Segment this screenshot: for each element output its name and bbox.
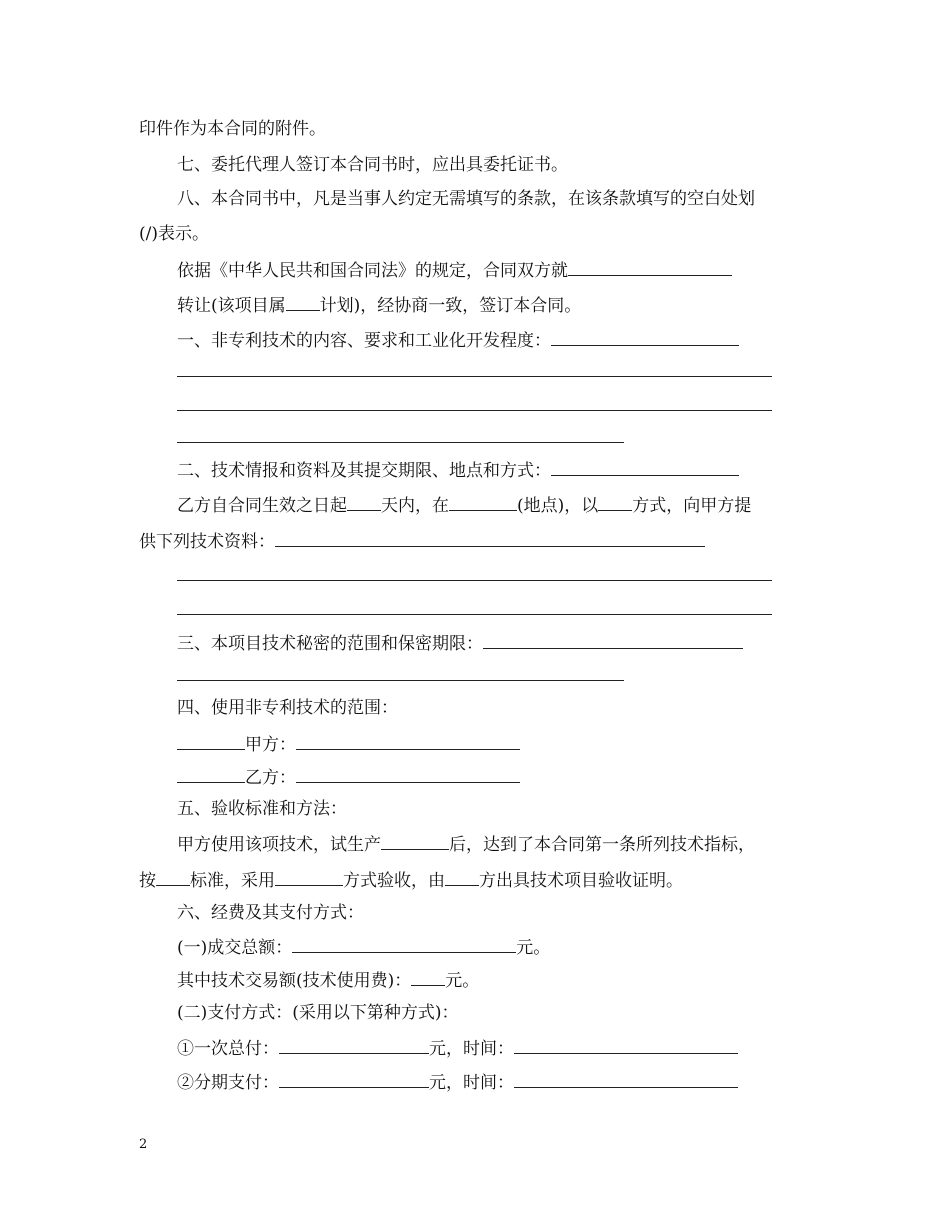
blank-field[interactable]	[296, 765, 520, 783]
blank-field[interactable]	[286, 293, 320, 311]
text: ①一次总付：	[177, 1039, 279, 1059]
text: 元。	[516, 938, 551, 958]
text-line	[139, 529, 705, 553]
text: 按	[139, 871, 156, 891]
blank-field[interactable]	[551, 328, 739, 346]
text-line	[177, 832, 755, 856]
text: (二)支付方式：(采用以下第种方式)：	[177, 1003, 459, 1023]
text-line	[177, 1070, 738, 1094]
blank-field[interactable]	[275, 868, 343, 886]
blank-field[interactable]	[275, 529, 705, 547]
text: 标准，采用	[190, 871, 275, 891]
blank-line[interactable]	[177, 410, 772, 411]
section-1-heading	[177, 328, 739, 352]
text: 四、使用非专利技术的范围：	[177, 698, 398, 718]
blank-field[interactable]	[483, 631, 743, 649]
section-4-heading	[177, 697, 398, 719]
blank-field[interactable]	[177, 765, 245, 783]
text: 元，时间：	[429, 1039, 514, 1059]
text: 六、经费及其支付方式：	[177, 903, 364, 923]
text: 转让(该项目属	[177, 296, 286, 316]
blank-field[interactable]	[411, 968, 445, 986]
blank-field[interactable]	[279, 1036, 429, 1054]
text-line	[177, 968, 479, 992]
clause-7	[177, 154, 568, 176]
text: 天内，在	[381, 496, 449, 516]
text: 二、技术情报和资料及其提交期限、地点和方式：	[177, 461, 551, 481]
blank-line[interactable]	[177, 376, 772, 377]
blank-field[interactable]	[598, 493, 632, 511]
text: 供下列技术资料：	[139, 532, 275, 552]
text: 方出具技术项目验收证明。	[479, 871, 683, 891]
blank-line[interactable]	[177, 614, 772, 615]
text: 后，达到了本合同第一条所列技术指标，	[449, 835, 755, 855]
section-6-heading	[177, 902, 364, 924]
blank-field[interactable]	[381, 832, 449, 850]
text: 五、验收标准和方法：	[177, 799, 347, 819]
text: 其中技术交易额(技术使用费)：	[177, 971, 412, 991]
text-line	[177, 732, 520, 756]
text: 元，时间：	[429, 1073, 514, 1093]
clause-8	[177, 188, 755, 210]
blank-field[interactable]	[347, 493, 381, 511]
blank-field[interactable]	[449, 493, 517, 511]
text: 乙方：	[245, 768, 296, 788]
section-5-heading	[177, 798, 347, 820]
blank-field[interactable]	[568, 258, 732, 276]
text: (地点)，以	[517, 496, 599, 516]
text-line	[139, 223, 209, 245]
text: 方式验收，由	[343, 871, 445, 891]
page-number: 2	[139, 1137, 148, 1152]
text: 一、非专利技术的内容、要求和工业化开发程度：	[177, 331, 551, 351]
text-line	[139, 118, 326, 140]
text: 七、委托代理人签订本合同书时，应出具委托证书。	[177, 155, 568, 175]
text: 甲方：	[245, 735, 296, 755]
text-line	[139, 868, 683, 892]
text-line	[177, 293, 581, 317]
section-2-heading	[177, 458, 739, 482]
text: 八、本合同书中，凡是当事人约定无需填写的条款，在该条款填写的空白处划	[177, 189, 755, 209]
text-line	[177, 493, 751, 517]
blank-field[interactable]	[445, 868, 479, 886]
blank-line[interactable]	[177, 680, 624, 681]
text-line	[177, 258, 732, 282]
text: ②分期支付：	[177, 1073, 279, 1093]
text: 三、本项目技术秘密的范围和保密期限：	[177, 634, 483, 654]
text: 依据《中华人民共和国合同法》的规定，合同双方就	[177, 261, 568, 281]
text: 乙方自合同生效之日起	[177, 496, 347, 516]
blank-field[interactable]	[514, 1070, 738, 1088]
blank-field[interactable]	[296, 732, 520, 750]
text-line	[177, 935, 550, 959]
blank-field[interactable]	[514, 1036, 738, 1054]
text: 印件作为本合同的附件。	[139, 119, 326, 139]
blank-field[interactable]	[279, 1070, 429, 1088]
text: 方式，向甲方提	[632, 496, 752, 516]
blank-field[interactable]	[177, 732, 245, 750]
text: (/)表示。	[139, 224, 209, 244]
text-line	[177, 1002, 459, 1024]
text: 元。	[445, 971, 480, 991]
blank-line[interactable]	[177, 442, 624, 443]
blank-field[interactable]	[292, 935, 516, 953]
section-3-heading	[177, 631, 743, 655]
text: 计划)，经协商一致，签订本合同。	[319, 296, 582, 316]
text: 甲方使用该项技术，试生产	[177, 835, 381, 855]
blank-field[interactable]	[156, 868, 190, 886]
text: (一)成交总额：	[177, 938, 293, 958]
blank-line[interactable]	[177, 580, 772, 581]
text-line	[177, 765, 520, 789]
blank-field[interactable]	[551, 458, 739, 476]
text-line	[177, 1036, 738, 1060]
